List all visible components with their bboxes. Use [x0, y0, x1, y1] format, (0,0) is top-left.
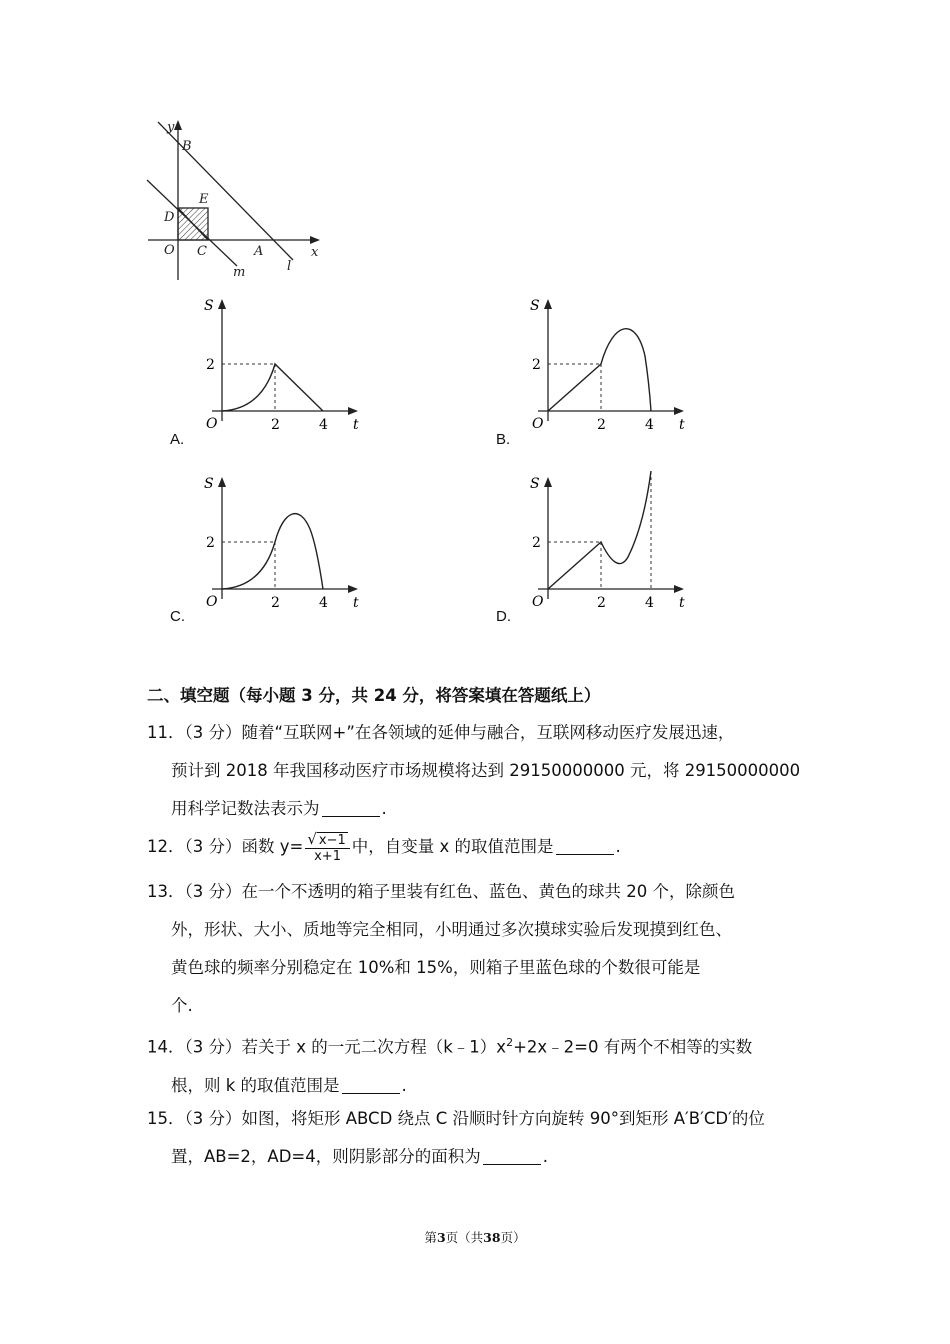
q14-line2: 根，则 k 的取值范围是: [171, 1075, 340, 1095]
opt-c-s: S: [204, 476, 214, 492]
label-l: l: [287, 259, 292, 274]
opt-c-o: O: [206, 594, 218, 610]
q15-line2: 置，AB=2，AD=4，则阴影部分的面积为: [171, 1147, 481, 1166]
q15-number: 15．: [147, 1109, 185, 1128]
option-b-label: B.: [496, 431, 511, 448]
opt-c-t: t: [353, 595, 359, 611]
footer-mid: 页（共: [445, 1230, 484, 1245]
q14-period: .: [401, 1075, 407, 1095]
q11-answer-blank[interactable]: [322, 800, 380, 817]
q12-period: .: [615, 837, 621, 856]
opt-b-tick-y: 2: [532, 357, 541, 373]
question-15: [147, 1100, 817, 1176]
q13-line3: 黄色球的频率分别稳定在 10%和 15%，则箱子里蓝色球的个数很可能是: [171, 958, 701, 977]
option-b-graph: [530, 298, 685, 433]
question-13: [147, 873, 817, 1025]
opt-a-t: t: [353, 417, 359, 433]
q12-denominator: x+1: [314, 848, 341, 864]
opt-a-s: S: [204, 298, 214, 314]
opt-c-tick-y: 2: [206, 535, 215, 551]
opt-b-o: O: [532, 416, 544, 432]
q11-number: 11．: [147, 723, 185, 742]
q13-line4: 个.: [171, 996, 193, 1015]
footer-pre: 第: [424, 1230, 437, 1245]
q12-answer-blank[interactable]: [556, 838, 614, 855]
question-11: [147, 714, 817, 828]
opt-d-t: t: [679, 595, 685, 611]
opt-c-tick-4: 4: [319, 595, 328, 611]
footer-total-pages: 38: [483, 1230, 501, 1245]
q12-fraction: [305, 829, 349, 864]
option-a-graph: [204, 298, 359, 433]
q12-radicand: x−1: [318, 832, 346, 848]
q12-post: 中，自变量 x 的取值范围是: [351, 837, 554, 856]
opt-d-s: S: [530, 476, 540, 492]
opt-d-tick-y: 2: [532, 535, 541, 551]
q11-line1: （3 分）随着“互联网+”在各领域的延伸与融合，互联网移动医疗发展迅速，: [184, 723, 735, 742]
q13-number: 13．: [147, 882, 185, 901]
q15-answer-blank[interactable]: [483, 1148, 541, 1165]
opt-d-tick-4: 4: [645, 595, 654, 611]
q14-number: 14．: [147, 1037, 185, 1057]
label-O: O: [164, 243, 175, 258]
q15-period: .: [542, 1147, 548, 1166]
q11-line2: 预计到 2018 年我国移动医疗市场规模将达到 29150000000 元，将 29150000000: [171, 761, 801, 780]
q14-post: +2x﹣2=0 有两个不相等的实数: [513, 1037, 753, 1057]
opt-b-tick-4: 4: [645, 417, 654, 433]
opt-b-t: t: [679, 417, 685, 433]
option-d-label: D.: [496, 608, 511, 625]
option-a-label: A.: [170, 431, 185, 448]
figures: [0, 0, 950, 660]
opt-a-tick-4: 4: [319, 417, 328, 433]
label-C: C: [197, 244, 207, 259]
opt-a-o: O: [206, 416, 218, 432]
label-B: B: [182, 139, 192, 154]
opt-c-tick-2: 2: [271, 595, 280, 611]
label-E: E: [199, 192, 209, 207]
question-12: [147, 828, 817, 866]
opt-b-s: S: [530, 298, 540, 314]
opt-d-o: O: [532, 594, 544, 610]
q14-pre: （3 分）若关于 x 的一元二次方程（k﹣1）x: [184, 1037, 507, 1057]
q15-line1: （3 分）如图，将矩形 ABCD 绕点 C 沿顺时针方向旋转 90°到矩形 A′B′CD′的位: [184, 1109, 765, 1128]
q12-number: 12．: [147, 837, 185, 856]
option-c-label: C.: [170, 608, 185, 625]
q12-pre: （3 分）函数 y=: [184, 837, 304, 856]
q11-period: .: [381, 799, 387, 818]
opt-d-tick-2: 2: [597, 595, 606, 611]
footer-post: 页）: [500, 1230, 526, 1245]
question-14: [147, 1024, 817, 1105]
footer-page-number: 3: [436, 1230, 446, 1245]
opt-a-tick-y: 2: [206, 357, 215, 373]
sqrt-symbol: √: [307, 829, 317, 848]
label-m: m: [233, 265, 246, 280]
q13-line1: （3 分）在一个不透明的箱子里装有红色、蓝色、黄色的球共 20 个，除颜色: [184, 882, 735, 901]
label-A: A: [254, 244, 264, 259]
q13-line2: 外，形状、大小、质地等完全相同，小明通过多次摸球实验后发现摸到红色、: [171, 920, 732, 939]
label-y: y: [167, 120, 175, 135]
q14-answer-blank[interactable]: [342, 1077, 400, 1094]
option-c-graph: [204, 476, 359, 611]
q14-exponent: 2: [506, 1036, 514, 1049]
label-x: x: [311, 245, 319, 260]
section-title: 二、填空题（每小题 3 分，共 24 分，将答案填在答题纸上）: [147, 686, 601, 705]
opt-b-tick-2: 2: [597, 417, 606, 433]
q11-line3: 用科学记数法表示为: [171, 799, 320, 818]
opt-a-tick-2: 2: [271, 417, 280, 433]
label-D: D: [164, 210, 175, 225]
option-d-graph: [530, 471, 685, 611]
page-footer: [0, 1228, 950, 1246]
